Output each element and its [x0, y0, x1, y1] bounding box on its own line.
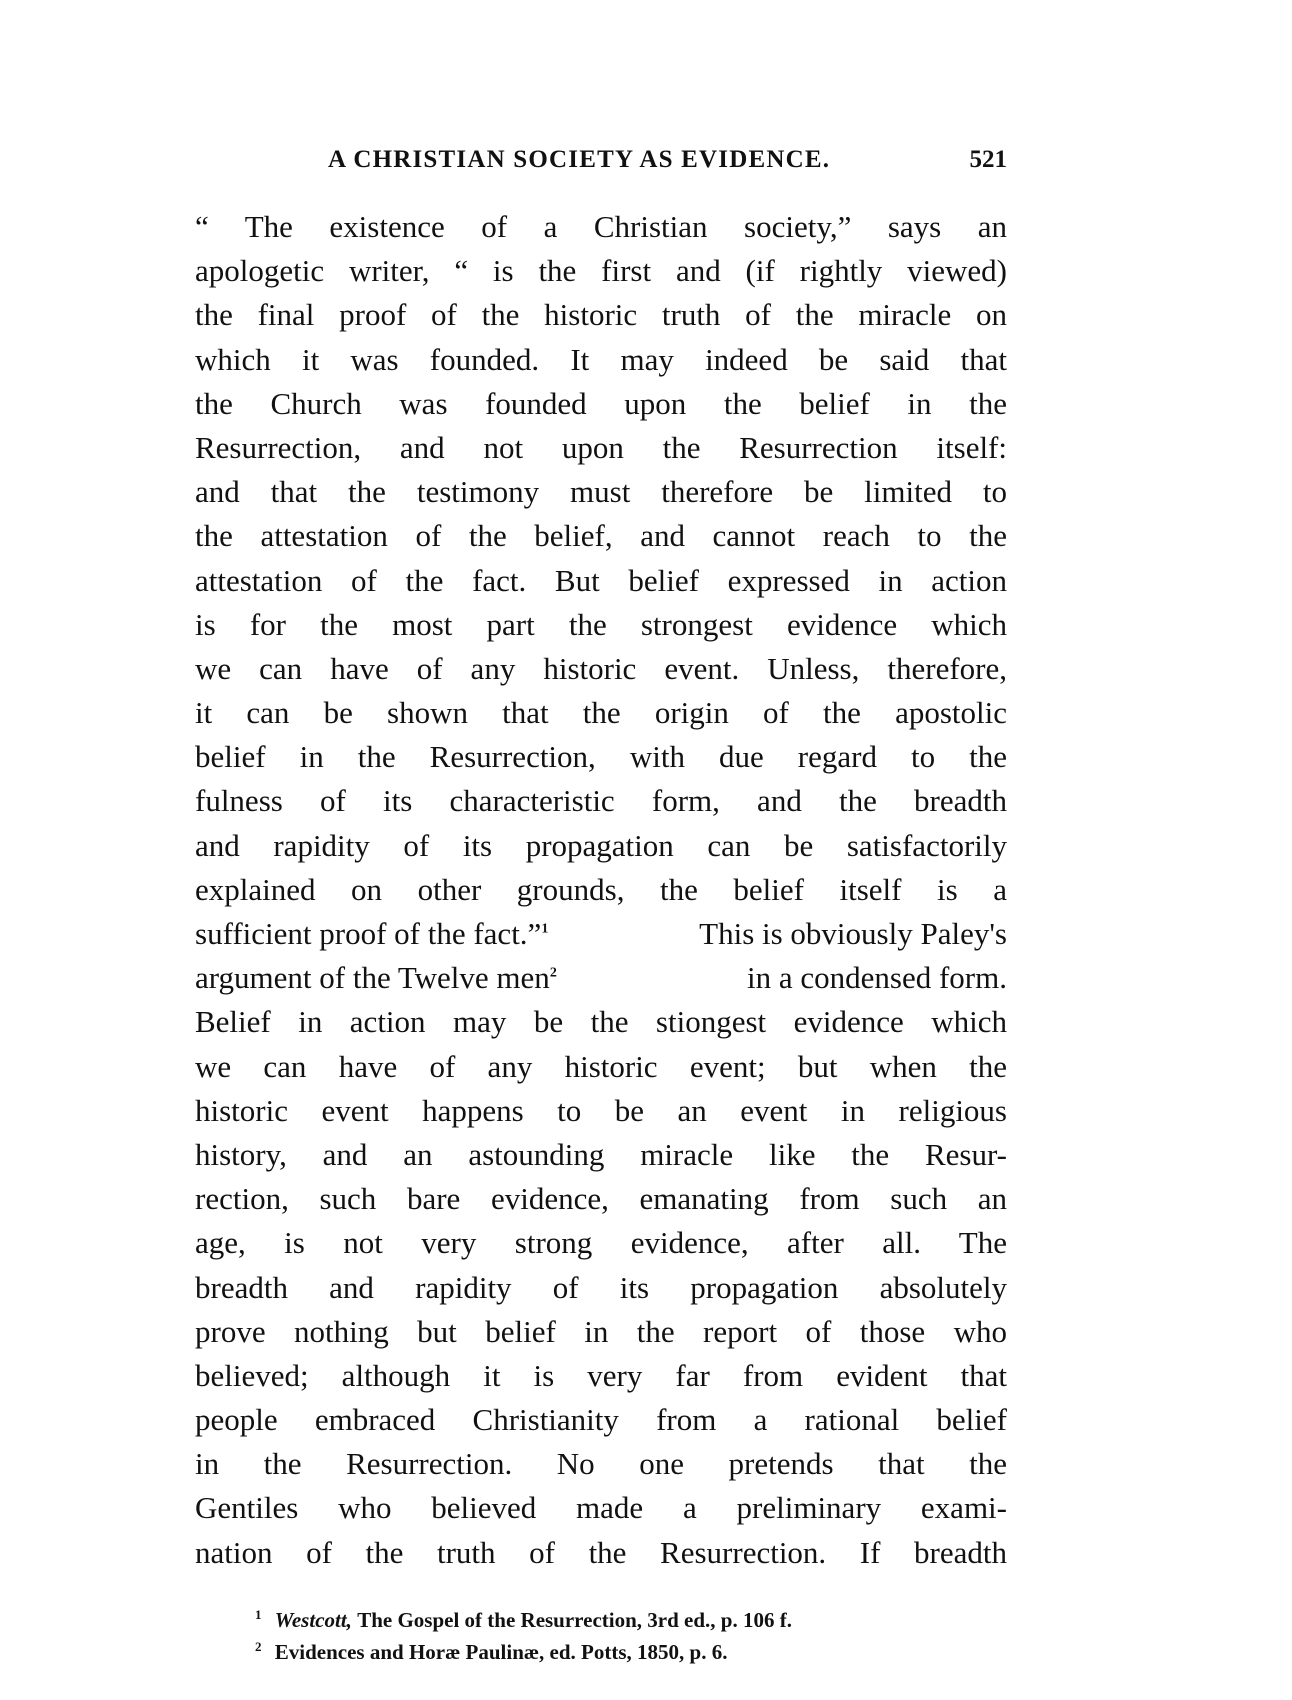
text-segment: [195, 956, 557, 1000]
footnote-mark: 2: [255, 1639, 262, 1654]
text-line: which it was founded. It may indeed be said that: [195, 341, 1007, 377]
text-line: history, and an astounding miracle like the Resur-: [195, 1136, 1007, 1172]
text-line: prove nothing but belief in the report of those who: [195, 1313, 1007, 1349]
text-segment: in a condensed form.: [747, 960, 1007, 996]
footnote-text: Evidences and Horæ Paulinæ, ed. Potts, 1850, p. 6.: [274, 1640, 728, 1664]
text-line: Belief in action may be the stiongest evidence which: [195, 1004, 1007, 1040]
footnote-ref: 2: [549, 965, 557, 981]
text-line: attestation of the fact. But belief expressed in action: [195, 562, 1007, 598]
text-line: the attestation of the belief, and cannot reach to the: [195, 518, 1007, 554]
text-line: Resurrection, and not upon the Resurrection itself:: [195, 429, 1007, 465]
text-line: Gentiles who believed made a preliminary exami-: [195, 1490, 1007, 1526]
footnote-text: The Gospel of the Resurrection, 3rd ed., p. 106 f.: [357, 1608, 792, 1632]
text-segment: This is obviously Paley's: [699, 916, 1007, 951]
text-line: historic event happens to be an event in religious: [195, 1092, 1007, 1128]
text-line: breadth and rapidity of its propagation absolutely: [195, 1269, 1007, 1305]
page-number: 521: [969, 146, 1007, 173]
text-line: believed; although it is very far from evident that: [195, 1357, 1007, 1393]
text-segment-main: sufficient proof of the fact.”: [195, 916, 542, 951]
text-line: we can have of any historic event; but when the: [195, 1048, 1007, 1084]
footnote: [255, 1636, 1015, 1668]
running-head: [195, 146, 1007, 186]
text-line: people embraced Christianity from a rational belief: [195, 1402, 1007, 1438]
text-line-with-footnote: [195, 912, 1007, 956]
text-segment: [195, 912, 548, 956]
body-text: [195, 205, 1007, 1575]
text-line: explained on other grounds, the belief itself is a: [195, 871, 1007, 907]
text-line: is for the most part the strongest evidence which: [195, 606, 1007, 642]
text-line-with-footnote: [195, 956, 1007, 1000]
running-title: A CHRISTIAN SOCIETY AS EVIDENCE.: [328, 146, 831, 173]
text-line: we can have of any historic event. Unless, therefore,: [195, 650, 1007, 686]
text-line: apologetic writer, “ is the first and (if rightly viewed): [195, 253, 1007, 289]
text-line: fulness of its characteristic form, and the breadth: [195, 783, 1007, 819]
text-line: in the Resurrection. No one pretends that the: [195, 1446, 1007, 1482]
text-line: the final proof of the historic truth of the miracle on: [195, 297, 1007, 333]
text-line: and rapidity of its propagation can be satisfactorily: [195, 827, 1007, 863]
text-line: and that the testimony must therefore be limited to: [195, 474, 1007, 510]
footnotes: [255, 1604, 1015, 1668]
footnote: [255, 1604, 1015, 1636]
text-line: it can be shown that the origin of the apostolic: [195, 695, 1007, 731]
text-line: nation of the truth of the Resurrection. If breadth: [195, 1534, 1007, 1570]
text-line: belief in the Resurrection, with due regard to the: [195, 739, 1007, 775]
footnote-author: Westcott,: [274, 1608, 352, 1632]
text-line: “ The existence of a Christian society,” says an: [195, 209, 1007, 244]
text-segment-main: argument of the Twelve men: [195, 960, 550, 996]
footnote-ref: 1: [541, 921, 549, 937]
text-line: the Church was founded upon the belief in the: [195, 385, 1007, 421]
text-line: rection, such bare evidence, emanating from such an: [195, 1181, 1007, 1217]
text-line: age, is not very strong evidence, after all. The: [195, 1225, 1007, 1261]
footnote-mark: 1: [255, 1607, 262, 1622]
